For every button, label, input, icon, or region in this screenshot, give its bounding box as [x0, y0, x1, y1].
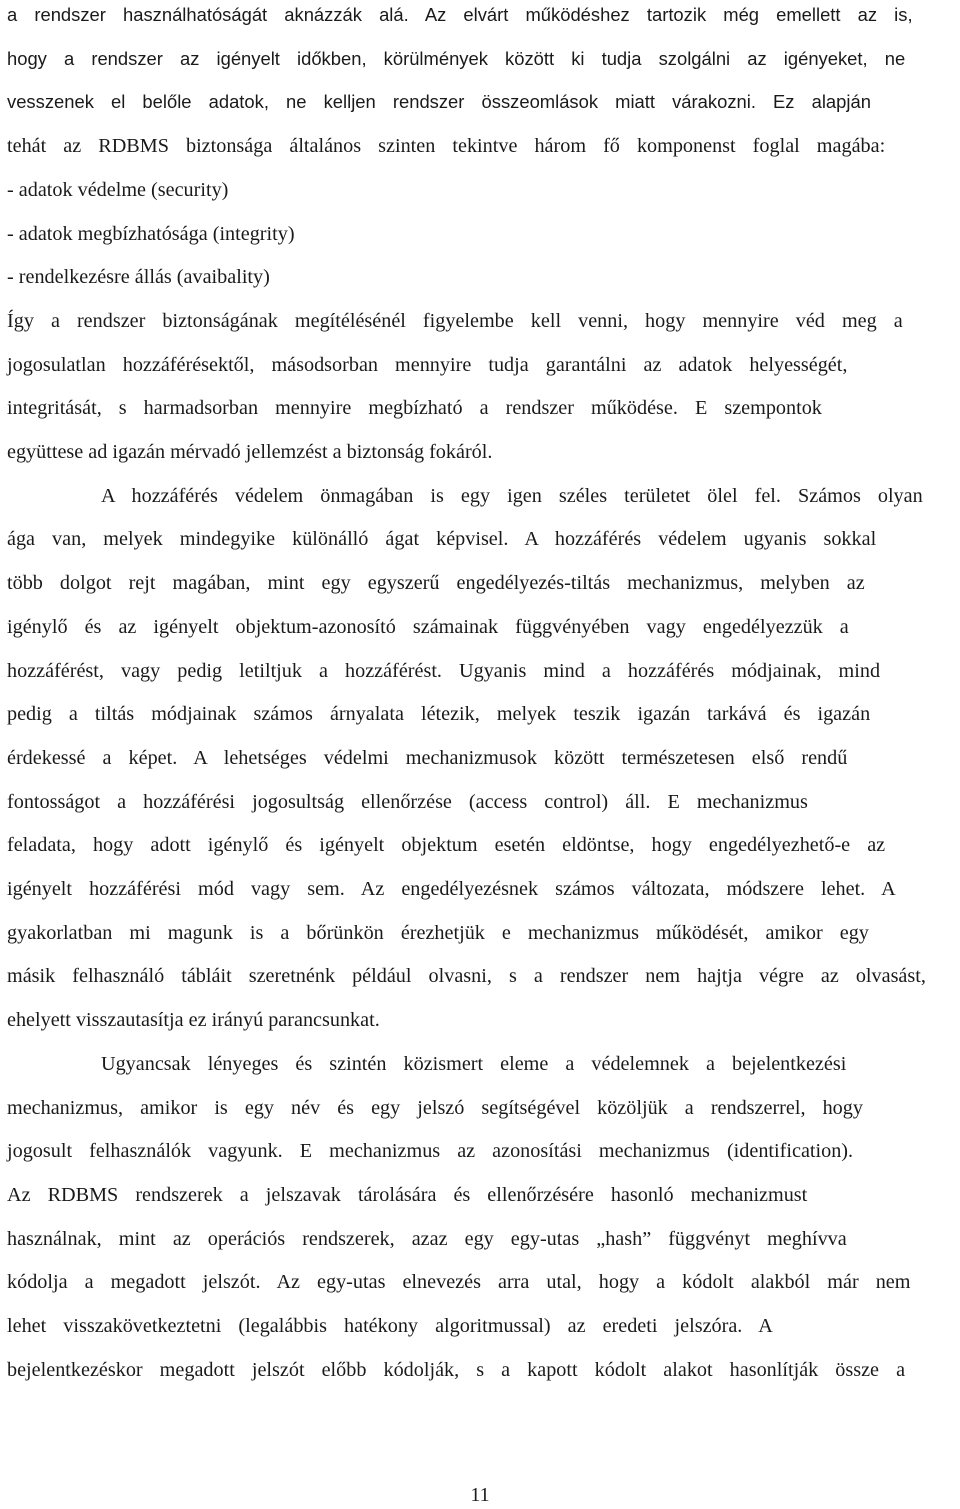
text-line: feladata, hogy adott igénylő és igényelt objektum esetén eldöntse, hogy engedélyezhető-e az	[7, 834, 886, 857]
text-line: fontosságot a hozzáférési jogosultság ellenőrzése (access control) áll. E mechanizmus	[7, 790, 808, 813]
text-line: tehát az RDBMS biztonsága általános szinten tekintve három fő komponenst foglal magába:	[7, 135, 886, 158]
text-line: Ugyancsak lényeges és szintén közismert eleme a védelemnek a bejelentkezési	[101, 1052, 847, 1075]
text-line: jogosulatlan hozzáférésektől, másodsorban mennyire tudja garantálni az adatok helyességét,	[7, 353, 848, 376]
page-number: 11	[470, 1484, 490, 1506]
text-line: együttese ad igazán mérvadó jellemzést a biztonság fokáról.	[7, 441, 493, 463]
text-line: kódolja a megadott jelszót. Az egy-utas elnevezés arra utal, hogy a kódolt alakból már nem	[7, 1271, 911, 1294]
text-line: igényelt hozzáférési mód vagy sem. Az engedélyezésnek számos változata, módszere lehet. A	[7, 878, 896, 900]
text-line: hozzáférést, vagy pedig letiltjuk a hozzáférést. Ugyanis mind a hozzáférés módjainak, mind	[7, 659, 881, 682]
text-line: a rendszer használhatóságát aknázzák alá. Az elvárt működéshez tartozik még emellett az is,	[7, 4, 913, 25]
text-line: - adatok megbízhatósága (integrity)	[7, 222, 295, 245]
text-line: mechanizmus, amikor is egy név és egy jelszó segítségével közöljük a rendszerrel, hogy	[7, 1096, 863, 1119]
text-line: igénylő és az igényelt objektum-azonosító számainak függvényében vagy engedélyezzük a	[7, 615, 849, 638]
text-line: ehelyett visszautasítja ez irányú parancsunkat.	[7, 1009, 380, 1032]
text-line: érdekessé a képet. A lehetséges védelmi mechanizmusok között természetesen első rendű	[7, 746, 848, 769]
text-line: Így a rendszer biztonságának megítélésénél figyelembe kell venni, hogy mennyire véd meg a	[7, 309, 903, 332]
text-line: lehet visszakövetkeztetni (legalábbis hatékony algoritmussal) az eredeti jelszóra. A	[7, 1315, 773, 1337]
text-line: hogy a rendszer az igényelt időkben, körülmények között ki tudja szolgálni az igényeket, ne	[7, 47, 906, 69]
text-line: Az RDBMS rendszerek a jelszavak tárolására és ellenőrzésére hasonló mechanizmust	[7, 1183, 808, 1206]
text-line: több dolgot rejt magában, mint egy egyszerű engedélyezés-tiltás mechanizmus, melyben az	[7, 572, 865, 595]
text-line: - adatok védelme (security)	[7, 178, 229, 201]
text-line: integritását, s harmadsorban mennyire megbízható a rendszer működése. E szempontok	[7, 397, 822, 420]
text-line: használnak, mint az operációs rendszerek, azaz egy egy-utas „hash” függvényt meghívva	[7, 1227, 847, 1250]
text-line: vesszenek el belőle adatok, ne kelljen rendszer összeomlások miatt várakozni. Ez alapján	[7, 91, 871, 113]
text-line: gyakorlatban mi magunk is a bőrünkön érezhetjük e mechanizmus működését, amikor egy	[7, 921, 869, 944]
text-line: pedig a tiltás módjainak számos árnyalata létezik, melyek teszik igazán tarkává és igazán	[7, 703, 871, 726]
text-line: A hozzáférés védelem önmagában is egy igen széles területet ölel fel. Számos olyan	[101, 484, 923, 507]
text-line: jogosult felhasználók vagyunk. E mechanizmus az azonosítási mechanizmus (identification).	[7, 1140, 854, 1163]
text-line: bejelentkezéskor megadott jelszót előbb kódolják, s a kapott kódolt alakot hasonlítják össze a	[7, 1358, 906, 1381]
text-line: - rendelkezésre állás (avaibality)	[7, 266, 270, 289]
text-line: másik felhasználó tábláit szeretnénk például olvasni, s a rendszer nem hajtja végre az olvasást,	[7, 965, 926, 988]
text-line: ága van, melyek mindegyike különálló ágat képvisel. A hozzáférés védelem ugyanis sokkal	[7, 528, 877, 551]
